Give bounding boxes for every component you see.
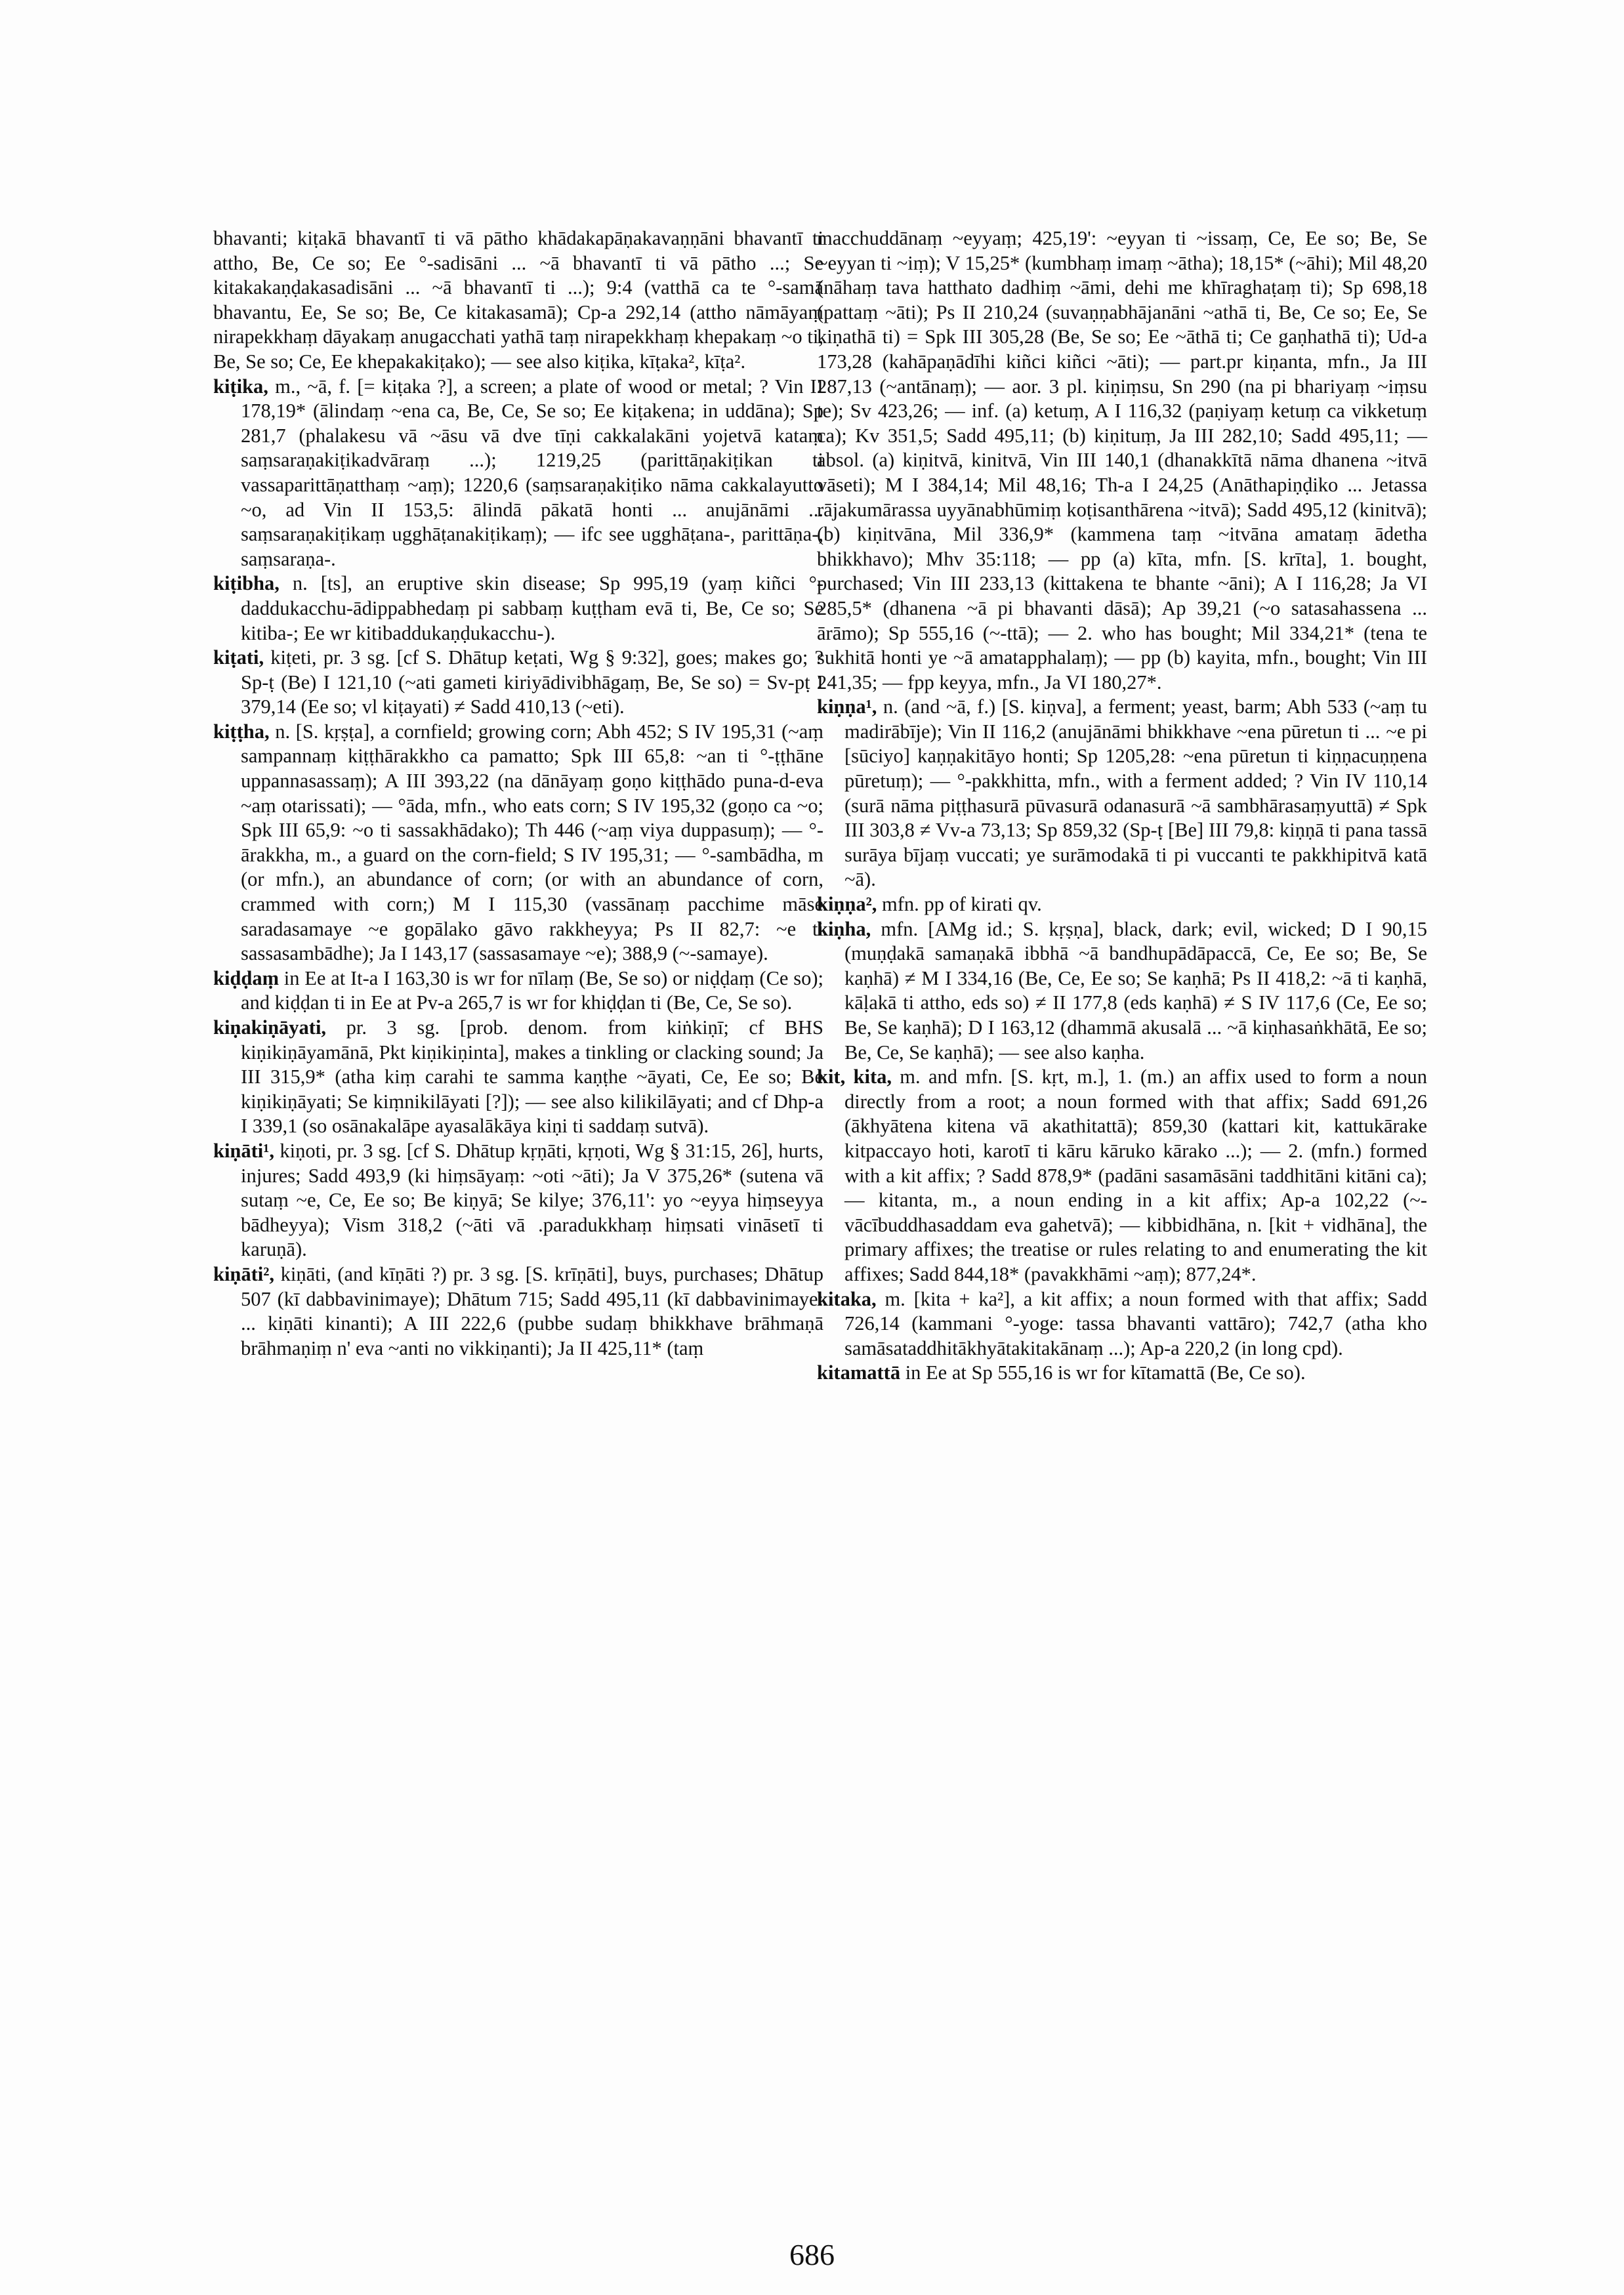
entry-headword: kit, kita, bbox=[817, 1065, 892, 1088]
dictionary-entry bbox=[213, 720, 823, 966]
continued-entry-text bbox=[213, 226, 823, 375]
entry-headword: kiḍḍaṃ bbox=[213, 966, 280, 989]
dictionary-entry bbox=[213, 571, 823, 646]
dictionary-entry bbox=[817, 1361, 1427, 1386]
dictionary-entry bbox=[213, 1016, 823, 1139]
dictionary-entry bbox=[817, 892, 1427, 917]
left-column bbox=[213, 226, 823, 1361]
dictionary-entry bbox=[213, 1262, 823, 1361]
entry-headword: kitamattā bbox=[817, 1361, 901, 1384]
dictionary-entry bbox=[213, 1139, 823, 1262]
continued-entry-text bbox=[817, 226, 1427, 695]
entry-body: mfn. [AMg id.; S. kṛṣṇa], black, dark; evil, wicked; D I 90,15 (muṇḍakā samaṇakā ibbhā ~ā bandhupādāpaccā, Ce, Ee so; Be, Se kaṇhā) ≠ M I 334,16 (Be, Ce, Ee so; Se kaṇhā; Ps II 418,2: ~ā ti kaṇhā, kāḷakā ti attho, eds so) ≠ II 177,8 (eds kaṇhā) ≠ S IV 117,6 (Ce, Ee so; Be, Se kaṇhā); D I 163,12 (dhammā akusalā ... ~ā kiṇhasaṅkhātā, Ee so; Be, Ce, Se kaṇhā); — see also kaṇha. bbox=[844, 917, 1427, 1064]
entry-headword: kiṇha, bbox=[817, 917, 871, 940]
entry-body: m. [kita + ka²], a kit affix; a noun formed with that affix; Sadd 726,14 (kammani °-yoge: tassa bhavanti vattāro); 742,7 (atha kho samāsataddhitākhyātakitakānaṃ ...); Ap-a 220,2 (in long cpd). bbox=[844, 1287, 1427, 1359]
entry-body: n. [S. kṛṣṭa], a cornfield; growing corn; Abh 452; S IV 195,31 (~aṃ sampannaṃ kiṭṭhārakkho ca pamatto; Spk III 65,8: ~an ti °-ṭṭhāne uppannasassaṃ); A III 393,22 (na dānāyaṃ goṇo kiṭṭhādo puna-d-eva ~aṃ otarissati); — °āda, mfn., who eats corn; S IV 195,32 (goṇo ca ~o; Spk III 65,9: ~o ti sassakhādako); Th 446 (~aṃ viya duppasuṃ); — °-ārakkha, m., a guard on the corn-field; S IV 195,31; — °-sambādha, m (or mfn.), an abundance of corn; (or with an abundance of corn, crammed with corn;) M I 115,30 (vassānaṃ pacchime māse saradasamaye ~e gopālako gāvo rakkheyya; Ps II 82,7: ~e ti sassasambādhe); Ja I 143,17 (sassasamaye ~e); 388,9 (~-samaye). bbox=[241, 720, 823, 965]
dictionary-entry bbox=[213, 646, 823, 720]
dictionary-entry bbox=[817, 1065, 1427, 1287]
entry-headword: kiṭati, bbox=[213, 646, 264, 669]
entry-body: mfn. pp of kirati qv. bbox=[877, 893, 1042, 916]
page-number: 686 bbox=[789, 2238, 835, 2271]
right-column bbox=[817, 226, 1427, 1386]
entry-headword: kiṇakiṇāyati, bbox=[213, 1016, 327, 1039]
entry-body: in Ee at It-a I 163,30 is wr for nīlaṃ (Be, Se so) or niḍḍaṃ (Ce so); and kiḍḍan ti in Ee at Pv-a 265,7 is wr for khiḍḍan ti (Be, Ce, Se so). bbox=[241, 966, 823, 1014]
entry-headword: kiṇāti¹, bbox=[213, 1139, 275, 1162]
dictionary-entry bbox=[817, 917, 1427, 1065]
entry-body: n. [ts], an eruptive skin disease; Sp 995,19 (yaṃ kiñci °-daddukacchu-ādippabhedaṃ pi sabbaṃ kuṭṭham evā ti, Be, Ce so; Se kitiba-; Ee wr kitibaddukaṇḍukacchu-). bbox=[241, 572, 823, 644]
entry-headword: kiṭibha, bbox=[213, 572, 280, 595]
entry-headword: kiṇṇa¹, bbox=[817, 695, 877, 718]
entry-body: kiṇoti, pr. 3 sg. [cf S. Dhātup kṛṇāti, kṛṇoti, Wg § 31:15, 26], hurts, injures; Sadd 493,9 (ki hiṃsāyaṃ: ~oti ~āti); Ja V 375,26* (sutena vā sutaṃ ~e, Ce, Ee so; Be kiṇyā; Se kilye; 376,11': yo ~eyya hiṃseyya bādheyya); Vism 318,2 (~āti vā .paradukkhaṃ hiṃsati vināsetī ti karuṇā). bbox=[241, 1139, 823, 1261]
entry-body: pr. 3 sg. [prob. denom. from kiṅkiṇī; cf BHS kiṇikiṇāyamānā, Pkt kiṇikiṇinta], makes a tinkling or clacking sound; Ja III 315,9* (atha kiṃ carahi te samma kaṇṭhe ~āyati, Ce, Ee so; Be kiṇikiṇāyati; Se kiṃnikilāyati [?]); — see also kilikilāyati; and cf Dhp-a I 339,1 (so osānakalāpe ayasalākāya kiṇi ti saddaṃ sutvā). bbox=[241, 1016, 823, 1138]
entry-headword: kiṇāti², bbox=[213, 1262, 275, 1285]
entry-headword: kitaka, bbox=[817, 1287, 877, 1310]
entry-body: bhavanti; kiṭakā bhavantī ti vā pātho khādakapāṇakavaṇṇāni bhavantī ti attho, Be, Ce so; Ee °-sadisāni ... ~ā bhavantī ti vā pātho ...; Se kitakakaṇḍakasadisāni ... ~ā bhavantī ti ...); 9:4 (vatthā ca te °-samā bhavantu, Ee, Se so; Be, Ce kitakasamā); Cp-a 292,14 (attho nāmāyaṃ nirapekkhaṃ dāyakaṃ anugacchati yathā taṃ nirapekkhaṃ khepakaṃ ~o ti, Be, Se so; Ce, Ee khepakakiṭako); — see also kiṭika, kīṭaka², kīṭa². bbox=[213, 227, 823, 373]
entry-body: kiṭeti, pr. 3 sg. [cf S. Dhātup keṭati, Wg § 9:32], goes; makes go; ? Sp-ṭ (Be) I 121,10 (~ati gameti kiriyādivibhāgaṃ, Be, Se so) = Sv-pṭ I 379,14 (Ee so; vl kiṭayati) ≠ Sadd 410,13 (~eti). bbox=[241, 646, 823, 718]
entry-body: kiṇāti, (and kīṇāti ?) pr. 3 sg. [S. krīṇāti], buys, purchases; Dhātup 507 (kī dabbavinimaye); Dhātum 715; Sadd 495,11 (kī dabbavinimaye: ... kiṇāti kinanti); A III 222,6 (pubbe sudaṃ bhikkhave brāhmaṇā brāhmaṇiṃ n' eva ~anti no vikkiṇanti); Ja II 425,11* (taṃ bbox=[241, 1262, 823, 1359]
entry-body: n. (and ~ā, f.) [S. kiṇva], a ferment; yeast, barm; Abh 533 (~aṃ tu madirābīje); Vin II 116,2 (anujānāmi bhikkhave ~ena pūretun ti ... ~e pi [sūciyo] kaṇṇakitāyo honti; Sp 1205,28: ~ena pūretun ti kiṇṇacuṇṇena pūretuṃ); — °-pakkhitta, mfn., with a ferment added; ? Vin IV 110,14 (surā nāma piṭṭhasurā pūvasurā odanasurā ~ā sambhārasaṃyuttā) ≠ Spk III 303,8 ≠ Vv-a 73,13; Sp 859,32 (Sp-ṭ [Be] III 79,8: kiṇṇā ti pana tassā surāya bījaṃ vuccati; ye surāmodakā ti pi vuccanti te pakkhipitvā katā ~ā). bbox=[844, 695, 1427, 891]
entry-body: m., ~ā, f. [= kiṭaka ?], a screen; a plate of wood or metal; ? Vin II 178,19* (ālindaṃ ~ena ca, Be, Ce, Se so; Ee kiṭakena; in uddāna); Sp 281,7 (phalakesu vā ~āsu vā dve tīṇi cakkalakāni yojetvā kataṃ saṃsaraṇakiṭikadvāraṃ ...); 1219,25 (parittāṇakiṭikan ti vassaparittāṇatthaṃ ~aṃ); 1220,6 (saṃsaraṇakiṭiko nāma cakkalayutto ~o, ad Vin II 153,5: ālindā pākatā honti ... anujānāmi ... saṃsaraṇakiṭikaṃ ugghāṭanakiṭikaṃ); — ifc see ugghāṭana-, parittāṇa-, saṃsaraṇa-. bbox=[241, 375, 823, 570]
entry-headword: kiṇṇa², bbox=[817, 893, 877, 916]
entry-body: in Ee at Sp 555,16 is wr for kītamattā (Be, Ce so). bbox=[900, 1361, 1306, 1384]
dictionary-entry bbox=[213, 375, 823, 572]
dictionary-entry bbox=[213, 966, 823, 1016]
entry-body: macchuddānaṃ ~eyyaṃ; 425,19': ~eyyan ti ~issaṃ, Ce, Ee so; Be, Se ~eyyan ti ~iṃ); V 15,25* (kumbhaṃ imaṃ ~ātha); 18,15* (~āhi); Mil 48,20 (nāhaṃ tava hatthato dadhiṃ ~āmi, dehi me khīraghaṭaṃ ti); Sp 698,18 (pattaṃ ~āti); Ps II 210,24 (suvaṇṇabhājanāni ~athā ti, Be, Ce so; Ee, Se kiṇathā ti) = Spk III 305,28 (Be, Se so; Ee ~āthā ti; Ce gaṇhathā ti); Ud-a 173,28 (kahāpaṇādīhi kiñci kiñci ~āti); — part.pr kiṇanta, mfn., Ja III 287,13 (~antānaṃ); — aor. 3 pl. kiṇiṃsu, Sn 290 (na pi bhariyaṃ ~iṃsu te); Sv 423,26; — inf. (a) ketuṃ, A I 116,32 (paṇiyaṃ ketuṃ ca vikketuṃ ca); Kv 351,5; Sadd 495,11; (b) kiṇituṃ, Ja III 282,10; Sadd 495,11; — absol. (a) kiṇitvā, kinitvā, Vin III 140,1 (dhanakkītā nāma dhanena ~itvā vāseti); M I 384,14; Mil 48,16; Th-a I 24,25 (Anāthapiṇḍiko ... Jetassa rājakumārassa uyyānabhūmiṃ koṭisanthārena ~itvā); Sadd 495,12 (kinitvā); (b) kiṇitvāna, Mil 336,9* (kammena taṃ ~itvāna amataṃ ādetha bhikkhavo); Mhv 35:118; — pp (a) kīta, mfn. [S. krīta], 1. bought, purchased; Vin III 233,13 (kittakena te bhante ~āni); A I 116,28; Ja VI 285,5* (dhanena ~ā pi bhavanti dāsā); Ap 39,21 (~o satasahassena ... ārāmo); Sp 555,16 (~-ttā); — 2. who has bought; Mil 334,21* (tena te sukhitā honti ye ~ā amatapphalaṃ); — pp (b) kayita, mfn., bought; Vin III 241,35; — fpp keyya, mfn., Ja VI 180,27*. bbox=[817, 227, 1427, 693]
entry-headword: kiṭṭha, bbox=[213, 720, 270, 743]
dictionary-entry bbox=[817, 1287, 1427, 1361]
dictionary-entry bbox=[817, 695, 1427, 892]
entry-headword: kiṭika, bbox=[213, 375, 268, 398]
entry-body: m. and mfn. [S. kṛt, m.], 1. (m.) an affix used to form a noun directly from a root; a noun formed with that affix; Sadd 691,26 (ākhyātena kitena vā akathitattā); 859,30 (kattari kit, kattukārake kitpaccayo hoti, karotī ti kāru kāruko kārako ...); — 2. (mfn.) formed with a kit affix; ? Sadd 878,9* (padāni sasamāsāni taddhitāni kitāni ca); — kitanta, m., a noun ending in a kit affix; Ap-a 102,22 (~-vācībuddhasaddam eva gahetvā); — kibbidhāna, n. [kit + vidhāna], the primary affixes; the treatise or rules relating to and enumerating the kit affixes; Sadd 844,18* (pavakkhāmi ~aṃ); 877,24*. bbox=[844, 1065, 1427, 1285]
